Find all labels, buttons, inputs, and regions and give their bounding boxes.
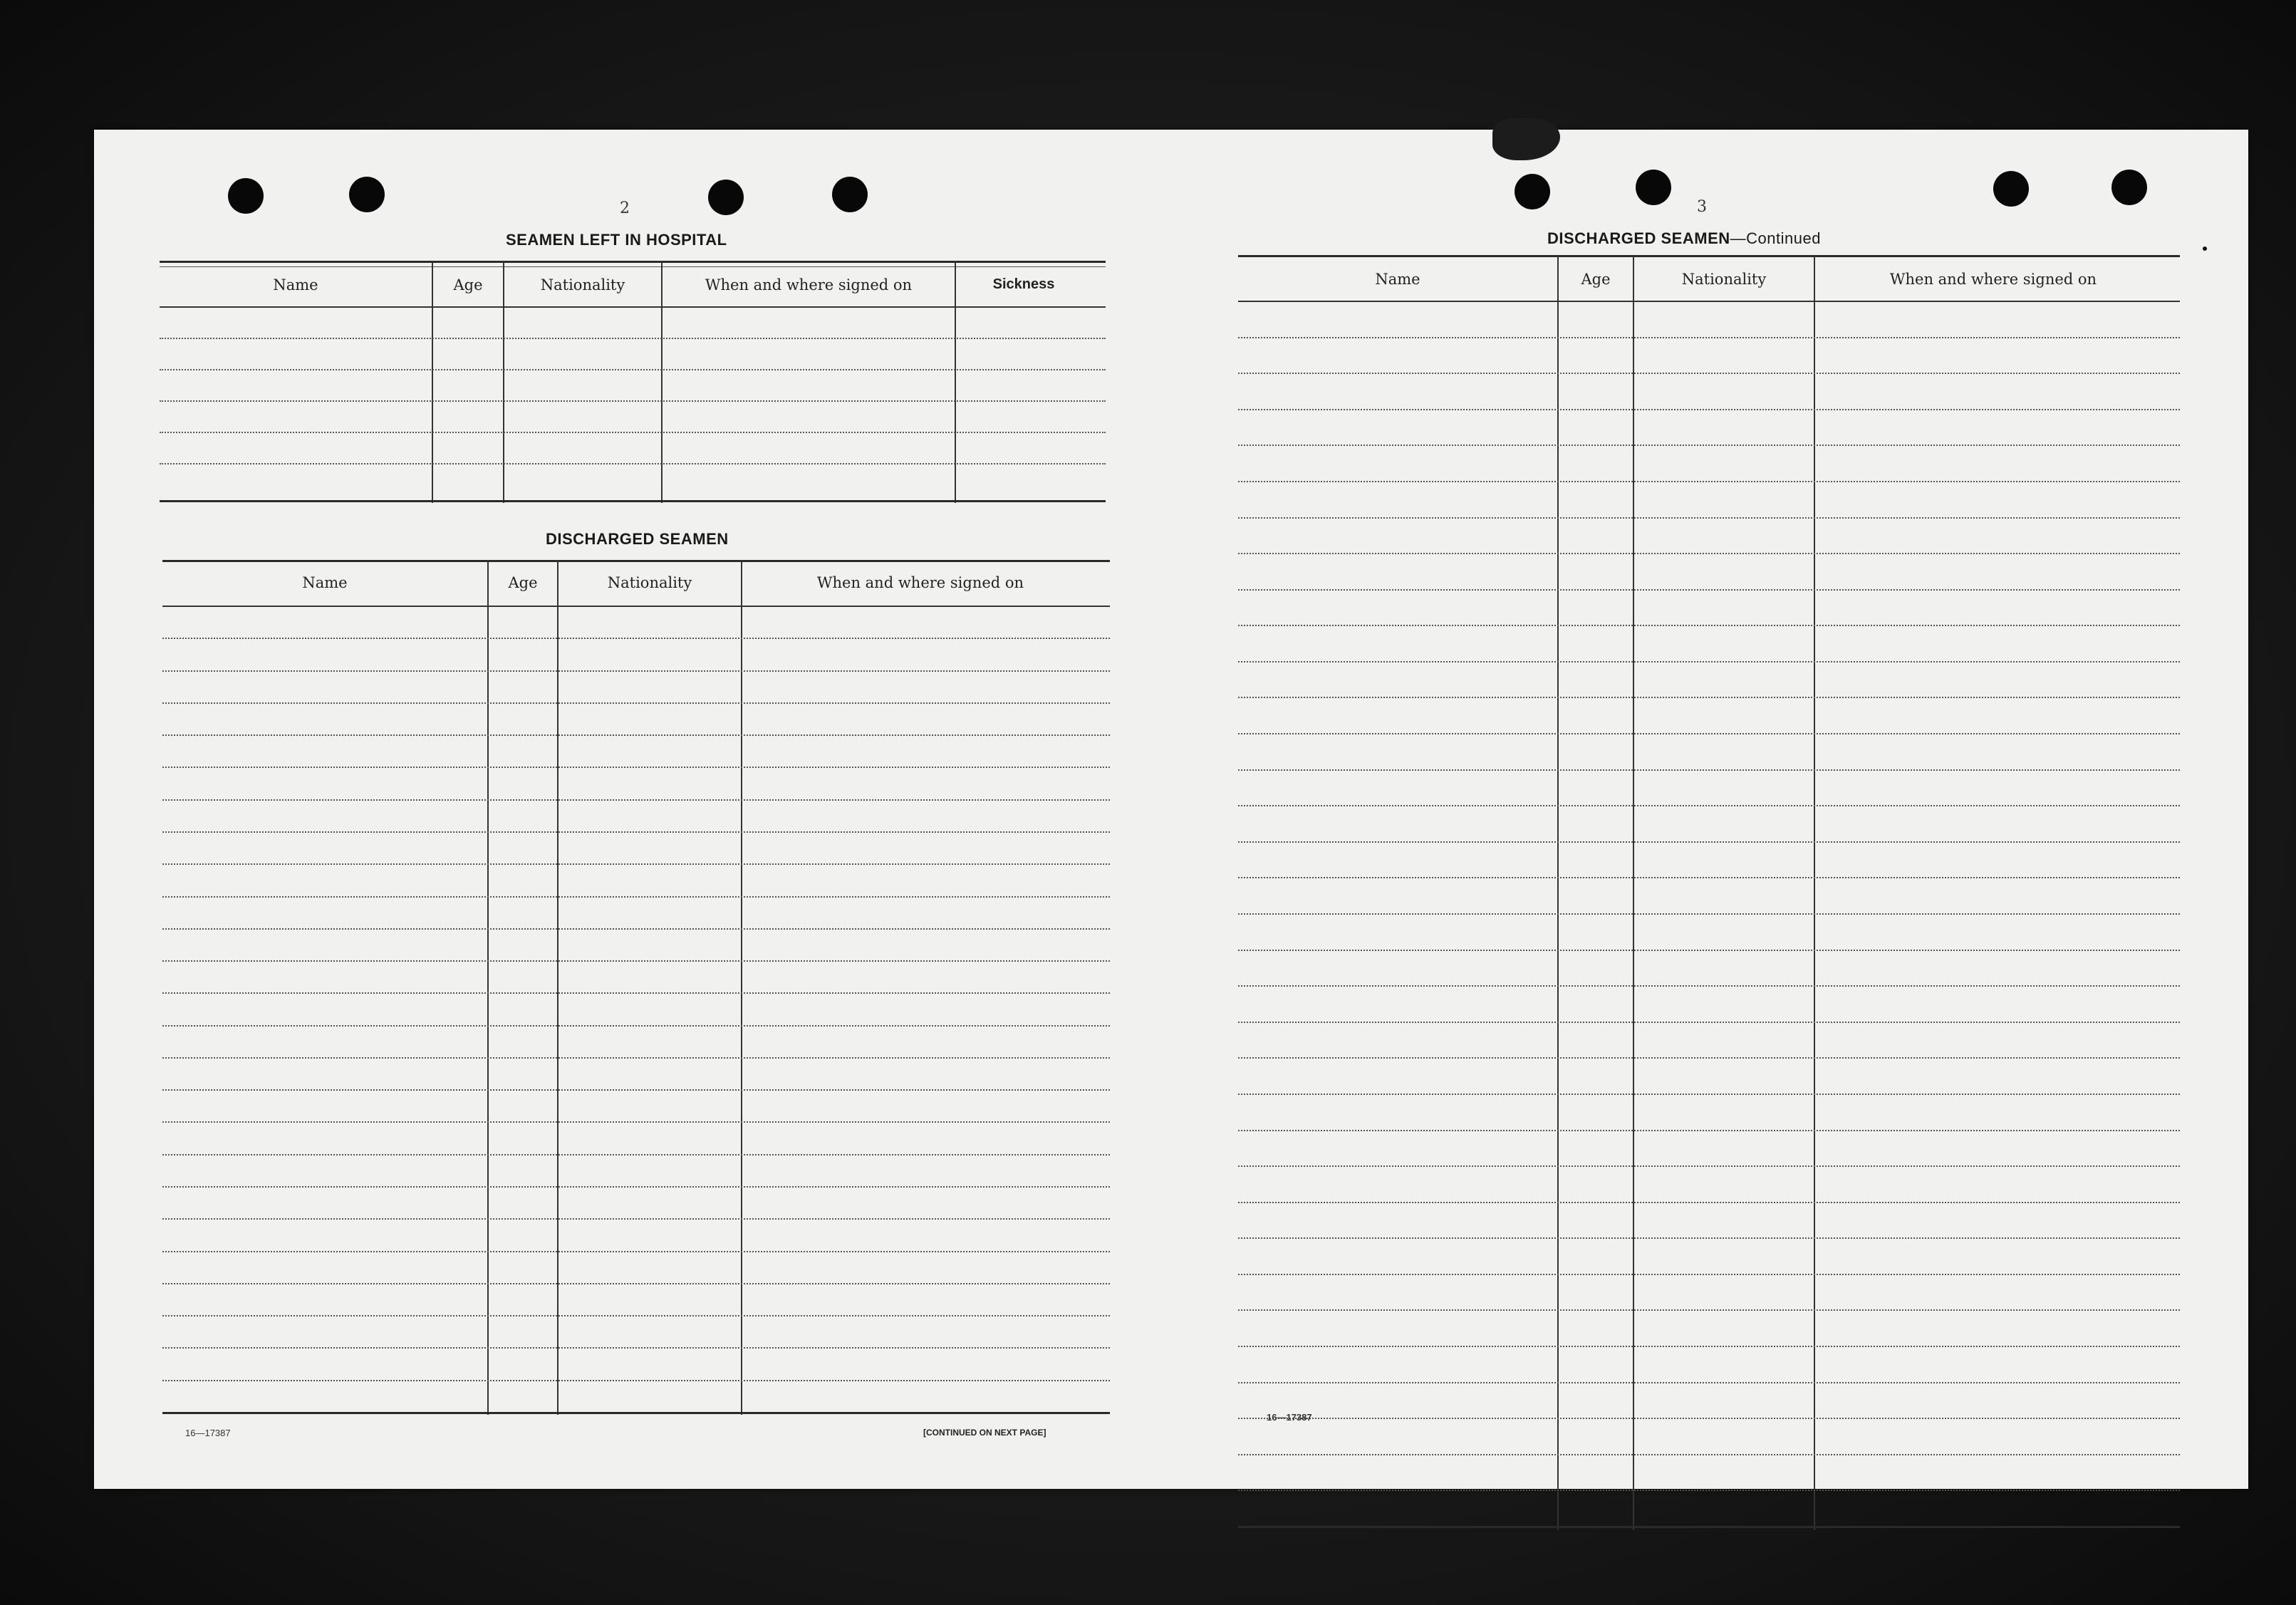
table-row-line bbox=[162, 799, 1110, 801]
discharged-section-title: DISCHARGED SEAMEN bbox=[546, 530, 729, 548]
table-row-line bbox=[162, 863, 1110, 865]
table-row-line bbox=[1238, 841, 2180, 843]
hospital-col-age: Age bbox=[453, 276, 483, 294]
table-row-line bbox=[1238, 1346, 2180, 1347]
table-row-line bbox=[1238, 1165, 2180, 1167]
table-row-line bbox=[1238, 1202, 2180, 1203]
table-row-line bbox=[1238, 1057, 2180, 1059]
table-row-line bbox=[1238, 481, 2180, 482]
table-row-line bbox=[1238, 337, 2180, 338]
left-form-code: 16—17387 bbox=[185, 1428, 231, 1438]
discharged-continued-title bbox=[1547, 229, 1821, 248]
discharged-col-age: Age bbox=[1581, 271, 1611, 288]
punch-hole bbox=[832, 177, 868, 212]
table-header-rule bbox=[162, 606, 1110, 607]
table-row-line bbox=[1238, 1454, 2180, 1455]
punch-hole bbox=[2111, 170, 2147, 205]
punch-hole bbox=[1993, 171, 2029, 207]
table-row-line bbox=[1238, 1237, 2180, 1239]
hospital-section-title: SEAMEN LEFT IN HOSPITAL bbox=[506, 231, 727, 249]
discharged-col-age: Age bbox=[508, 574, 538, 591]
continued-note: [CONTINUED ON NEXT PAGE] bbox=[923, 1428, 1046, 1438]
table-row-line bbox=[1238, 950, 2180, 951]
table-row-line bbox=[1238, 733, 2180, 734]
discharged-col-signed-on: When and where signed on bbox=[1889, 271, 2097, 288]
table-bottom-rule bbox=[1238, 1526, 2180, 1528]
table-row-line bbox=[1238, 913, 2180, 915]
table-row-line bbox=[1238, 697, 2180, 698]
discharged-table-right bbox=[1238, 255, 2180, 1534]
title-suffix: —Continued bbox=[1730, 229, 1821, 247]
hospital-col-nationality: Nationality bbox=[540, 276, 625, 294]
table-row-line bbox=[162, 1251, 1110, 1252]
table-header-rule bbox=[160, 306, 1106, 308]
table-row-line bbox=[162, 1025, 1110, 1027]
discharged-col-signed-on: When and where signed on bbox=[816, 574, 1024, 591]
hospital-col-signed-on: When and where signed on bbox=[705, 276, 913, 294]
column-divider bbox=[1557, 255, 1559, 1530]
table-row-line bbox=[1238, 445, 2180, 446]
discharged-col-nationality: Nationality bbox=[607, 574, 692, 591]
discharged-col-nationality: Nationality bbox=[1681, 271, 1767, 288]
punch-hole bbox=[708, 180, 744, 215]
discharged-col-name: Name bbox=[1375, 271, 1420, 288]
table-row-line bbox=[162, 928, 1110, 930]
discharged-col-name: Name bbox=[302, 574, 348, 591]
table-row-line bbox=[1238, 769, 2180, 771]
table-row-line bbox=[162, 1186, 1110, 1188]
table-row-line bbox=[1238, 409, 2180, 410]
table-row-line bbox=[160, 400, 1106, 402]
table-row-line bbox=[162, 960, 1110, 962]
table-row-line bbox=[162, 1380, 1110, 1381]
table-row-line bbox=[162, 992, 1110, 994]
table-row-line bbox=[160, 369, 1106, 370]
table-row-line bbox=[1238, 1418, 2180, 1419]
table-row-line bbox=[1238, 1309, 2180, 1311]
table-row-line bbox=[1238, 1274, 2180, 1275]
table-row-line bbox=[1238, 553, 2180, 554]
column-divider bbox=[661, 261, 663, 503]
punch-hole bbox=[228, 178, 264, 214]
table-row-line bbox=[1238, 1022, 2180, 1023]
table-row-line bbox=[1238, 1382, 2180, 1383]
table-row-line bbox=[1238, 1094, 2180, 1095]
title-text: DISCHARGED SEAMEN bbox=[1547, 229, 1730, 247]
column-divider bbox=[557, 560, 559, 1415]
table-header-rule bbox=[1238, 301, 2180, 302]
left-page-number: 2 bbox=[620, 199, 630, 217]
table-row-line bbox=[162, 1283, 1110, 1284]
column-divider bbox=[503, 261, 504, 503]
table-row-line bbox=[162, 1218, 1110, 1220]
table-bottom-rule bbox=[162, 1412, 1110, 1414]
table-row-line bbox=[1238, 985, 2180, 987]
table-top-rule bbox=[160, 261, 1106, 263]
table-row-line bbox=[162, 1057, 1110, 1059]
hospital-table bbox=[160, 261, 1106, 510]
hospital-col-name: Name bbox=[273, 276, 318, 294]
table-row-line bbox=[162, 670, 1110, 672]
column-divider bbox=[1633, 255, 1634, 1530]
table-row-line bbox=[160, 432, 1106, 433]
column-divider bbox=[955, 261, 956, 503]
table-top-rule bbox=[162, 560, 1110, 562]
table-row-line bbox=[162, 702, 1110, 704]
table-bottom-rule bbox=[160, 500, 1106, 502]
punch-hole bbox=[349, 177, 385, 212]
table-row-line bbox=[162, 1315, 1110, 1316]
table-row-line bbox=[162, 896, 1110, 898]
table-row-line bbox=[1238, 625, 2180, 626]
table-row-line bbox=[162, 638, 1110, 639]
table-top-rule-secondary bbox=[160, 266, 1106, 267]
table-row-line bbox=[162, 1347, 1110, 1349]
table-row-line bbox=[162, 831, 1110, 833]
discharged-table-left bbox=[162, 560, 1110, 1415]
punch-hole bbox=[1515, 174, 1550, 209]
table-row-line bbox=[1238, 1130, 2180, 1131]
table-top-rule bbox=[1238, 255, 2180, 257]
table-row-line bbox=[1238, 373, 2180, 374]
punch-hole bbox=[1636, 170, 1671, 205]
table-row-line bbox=[1238, 1490, 2180, 1491]
table-row-line bbox=[160, 338, 1106, 339]
table-row-line bbox=[1238, 805, 2180, 806]
table-row-line bbox=[1238, 589, 2180, 591]
right-page-number: 3 bbox=[1697, 198, 1707, 216]
table-row-line bbox=[162, 767, 1110, 768]
column-divider bbox=[487, 560, 489, 1415]
table-row-line bbox=[1238, 877, 2180, 878]
column-divider bbox=[741, 560, 742, 1415]
ledger-sheet bbox=[94, 130, 2248, 1489]
column-divider bbox=[432, 261, 433, 503]
paper-mark bbox=[2203, 246, 2207, 251]
table-row-line bbox=[162, 734, 1110, 736]
table-row-line bbox=[162, 1154, 1110, 1155]
table-row-line bbox=[162, 1089, 1110, 1091]
hospital-col-sickness: Sickness bbox=[992, 276, 1055, 292]
table-row-line bbox=[162, 1121, 1110, 1123]
right-form-code: 16—17387 bbox=[1267, 1412, 1312, 1423]
table-row-line bbox=[160, 463, 1106, 464]
table-row-line bbox=[1238, 517, 2180, 519]
table-row-line bbox=[1238, 661, 2180, 663]
column-divider bbox=[1814, 255, 1815, 1530]
